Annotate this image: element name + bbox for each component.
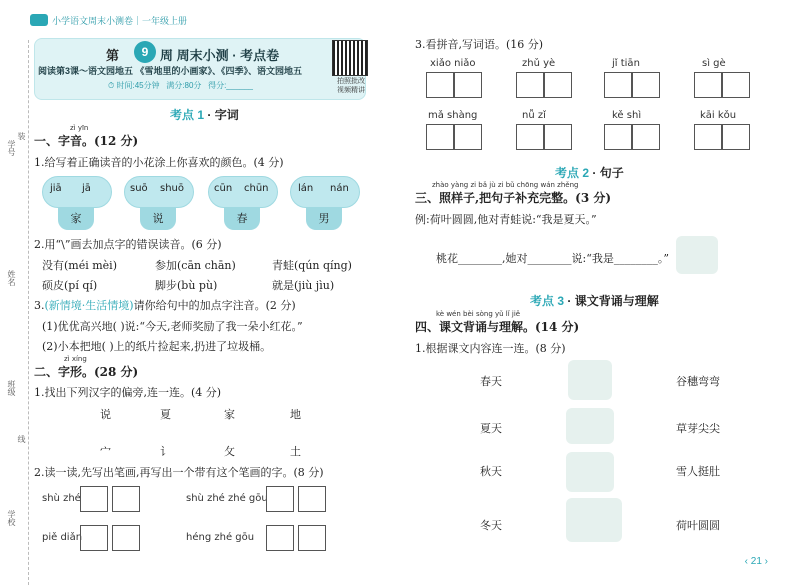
q2-1-text: 1.找出下列汉字的偏旁,连一连。(4 分) [34,386,222,399]
scene-3[interactable]: 雪人挺肚 [676,465,720,478]
stroke-1-box-a[interactable] [80,486,108,512]
page-number-value: 21 [750,556,762,567]
season-winter[interactable]: 冬天 [480,519,502,532]
kaodian-1-dot: · [207,108,215,122]
s4-title: 四、课文背诵与理解。(14 分) [415,320,580,334]
reading-2b[interactable]: 脚步(bù pù) [155,279,218,292]
season-summer[interactable]: 夏天 [480,422,502,435]
flower-3-pinyin-a: cūn [214,183,233,194]
char-top-4[interactable]: 地 [290,408,301,421]
flower-3[interactable] [208,176,276,232]
flower-2[interactable] [124,176,192,232]
reading-1c[interactable]: 青蛙(qún qíng) [272,259,352,272]
radical-4[interactable]: 土 [290,445,301,458]
stroke-1-box-b[interactable] [112,486,140,512]
word-6-box-a[interactable] [516,124,544,150]
kaodian-2-dot: · [592,166,600,180]
s4-1-text: 1.根据课文内容连一连。(8 分) [415,342,566,355]
q3-text: 3.看拼音,写词语。(16 分) [415,38,544,51]
kaodian-2-heading [555,164,624,181]
header-tab [30,14,48,26]
word-2-box-a[interactable] [516,72,544,98]
stroke-1-label: shù zhé [42,493,81,504]
page-number: ‹ 21 › [744,556,768,567]
lotus-leaf-icon[interactable] [566,498,622,542]
snowman-icon[interactable] [568,360,612,400]
q1-3a-sentence[interactable]: (1)优优高兴地( )说:“今天,老师奖励了我一朵小红花。” [42,320,303,333]
q1-2-text: 2.用“\”画去加点字的错误读音。(6 分) [34,238,222,251]
flower-1[interactable] [42,176,110,232]
side-label-line2: 线 [17,435,26,443]
flower-2-pinyin-b: shuō [160,183,185,194]
flower-2-char: 说 [140,208,176,230]
qr-caption: 拍照批改 视频精讲 [337,78,365,94]
reading-1b[interactable]: 参加(cān chān) [155,259,236,272]
season-spring[interactable]: 春天 [480,375,502,388]
season-autumn[interactable]: 秋天 [480,465,502,478]
word-2-box-b[interactable] [544,72,572,98]
stroke-2-box-a[interactable] [266,486,294,512]
word-2-pinyin: zhǔ yè [522,58,556,69]
s3-pinyin: zhào yàng zi bǎ jù zi bǔ chōng wán zhěng [432,181,579,189]
kaodian-3-label: 考点 3 [530,294,565,308]
scene-4[interactable]: 荷叶圆圆 [676,519,720,532]
flower-4[interactable] [290,176,358,232]
side-label-id: 学号 [7,140,16,156]
side-label-school: 学校 [7,510,16,526]
score-field: 得分:______ [208,81,253,90]
kaodian-3-name: 课文背诵与理解 [574,294,659,308]
full-score: 满分:80分 [166,81,202,90]
flower-1-pinyin-a: jiā [50,183,62,194]
peach-blossom-icon [676,236,718,274]
word-5-box-a[interactable] [426,124,454,150]
kaodian-1-heading [170,106,239,123]
kaodian-3-dot: · [567,294,575,308]
word-5-box-b[interactable] [454,124,482,150]
stroke-4-box-b[interactable] [298,525,326,551]
week-number: 9 [134,41,156,63]
q1-3-tag: (新情境·生活情境) [44,299,134,312]
word-7-box-b[interactable] [632,124,660,150]
word-8-pinyin: kāi kǒu [700,110,737,121]
qr-code-icon[interactable] [332,40,368,76]
q2-2-text: 2.读一读,先写出笔画,再写出一个带有这个笔画的字。(8 分) [34,466,324,479]
s3-fill-sentence[interactable]: 桃花________,她对________说:“我是________。” [436,252,669,265]
word-3-box-b[interactable] [632,72,660,98]
char-top-2[interactable]: 夏 [160,408,171,421]
word-3-pinyin: jǐ tiān [612,58,640,69]
stroke-3-box-a[interactable] [80,525,108,551]
flower-4-pinyin-a: lán [298,183,314,194]
word-1-box-b[interactable] [454,72,482,98]
banner-title: 周 周末小测 · 考点卷 [160,48,280,63]
side-label-line: 装 [17,132,26,140]
kaodian-2-name: 句子 [599,166,624,180]
stroke-2-label: shù zhé zhé gōu [186,493,268,504]
word-8-box-a[interactable] [694,124,722,150]
word-4-box-b[interactable] [722,72,750,98]
reading-2a[interactable]: 硕皮(pí qí) [42,279,98,292]
kaodian-3-heading [530,292,659,309]
word-8-box-b[interactable] [722,124,750,150]
word-3-box-a[interactable] [604,72,632,98]
radical-2[interactable]: 讠 [160,445,171,458]
scene-1[interactable]: 谷穗弯弯 [676,375,720,388]
flower-3-char: 春 [224,208,260,230]
radical-1[interactable]: 宀 [100,445,111,458]
header-text: 小学语文周末小测卷｜一年级上册 [52,16,188,26]
kaodian-2-label: 考点 2 [555,166,590,180]
q1-3-text: 3.(新情境·生活情境)请你给句中的加点字注音。(2 分) [34,299,296,312]
word-7-pinyin: kě shì [612,110,642,121]
flower-4-char: 男 [306,208,342,230]
word-5-pinyin: mǎ shàng [428,110,478,121]
stroke-3-box-b[interactable] [112,525,140,551]
word-6-box-b[interactable] [544,124,572,150]
scene-2[interactable]: 草芽尖尖 [676,422,720,435]
word-1-box-a[interactable] [426,72,454,98]
flower-1-pinyin-b: jā [82,183,91,194]
radical-3[interactable]: 攵 [224,445,235,458]
grass-sprout-icon[interactable] [566,408,614,444]
word-4-box-a[interactable] [694,72,722,98]
flower-3-pinyin-b: chūn [244,183,269,194]
q2-pinyin: zì xíng [64,355,87,363]
week-prefix: 第 [106,48,120,63]
word-1-pinyin: xiǎo niǎo [430,58,476,69]
flower-1-char: 家 [58,208,94,230]
side-label-name: 姓名 [7,270,16,286]
reading-1a[interactable]: 没有(méi mèi) [42,259,117,272]
word-7-box-a[interactable] [604,124,632,150]
q1-3-instruction: 请你给句中的加点字注音。(2 分) [133,299,296,312]
char-top-1[interactable]: 说 [100,408,111,421]
stroke-4-box-a[interactable] [266,525,294,551]
word-4-pinyin: sì gè [702,58,726,69]
stroke-4-label: héng zhé gōu [186,532,255,543]
flower-2-pinyin-a: suō [130,183,148,194]
reading-2c[interactable]: 就是(jiù jìu) [272,279,335,292]
stroke-3-label: piě diǎn [42,532,83,543]
kaodian-1-name: 字词 [214,108,239,122]
banner-meta [108,80,253,91]
word-6-pinyin: nǚ zǐ [522,110,546,121]
stroke-2-box-b[interactable] [298,486,326,512]
q1-3b-sentence[interactable]: (2)小本把地( )上的纸片捡起来,扔进了垃圾桶。 [42,340,272,353]
side-label-class: 班级 [7,380,16,396]
q1-title: 一、字音。(12 分) [34,134,139,148]
s3-example: 例:荷叶圆圆,他对青蛙说:“我是夏天。” [415,213,597,226]
q2-title: 二、字形。(28 分) [34,365,139,379]
flower-4-pinyin-b: nán [330,183,349,194]
kaodian-1-label: 考点 1 [170,108,205,122]
q1-1-text: 1.给写着正确读音的小花涂上你喜欢的颜色。(4 分) [34,156,284,169]
s3-title: 三、照样子,把句子补充完整。(3 分) [415,191,612,205]
q1-pinyin: zì yīn [70,124,89,132]
banner-subtitle: 阅读第3课～语文园地五 《雪地里的小画家》、《四季》、语文园地五 [38,66,303,76]
char-top-3[interactable]: 家 [224,408,235,421]
binding-margin [0,40,29,585]
time-limit: 时间:45分钟 [116,81,160,90]
s4-pinyin: kè wén bèi sòng yǔ lǐ jiě [436,310,521,318]
rice-ear-icon[interactable] [566,452,614,492]
clock-icon: ⏱ [108,81,115,90]
